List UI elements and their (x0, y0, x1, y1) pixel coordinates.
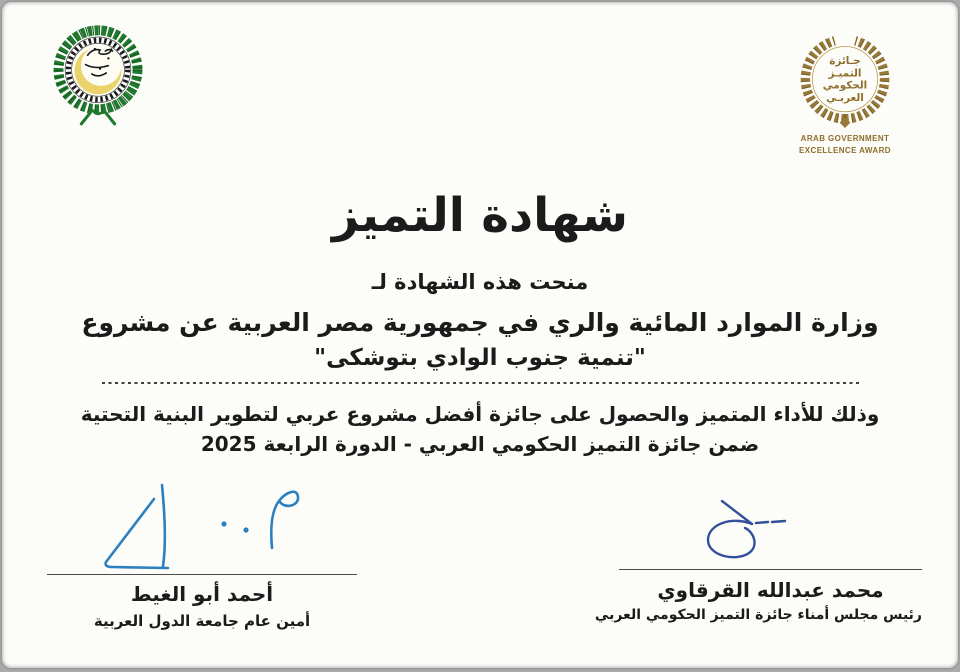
signature-left-ink (82, 476, 312, 576)
dotted-divider (102, 382, 862, 384)
excellence-award-emblem-icon (793, 30, 897, 132)
granted-to-line: منحت هذه الشهادة لـ (371, 270, 589, 294)
award-arabic-line-2: التميـز (828, 67, 862, 80)
award-arabic-line-1: جـائزة (829, 54, 861, 67)
signature-line-right (619, 569, 922, 570)
signature-line-left (47, 574, 357, 575)
reason-line-1: وذلك للأداء المتميز والحصول على جائزة أفضل مشروع عربي لتطوير البنية التحتية (80, 402, 880, 426)
certificate-title: شهادة التميز (332, 188, 628, 243)
project-name-line: "تنمية جنوب الوادي بتوشكى" (314, 345, 646, 371)
reason-line-2: ضمن جائزة التميز الحكومي العربي - الدورة الرابعة 2025 (200, 432, 760, 456)
signature-right-ink (690, 490, 815, 570)
award-english-line-2: EXCELLENCE AWARD (799, 146, 891, 155)
award-arabic-line-3: الحكومي (822, 79, 868, 92)
signatory-right-name: محمد عبدالله القرقاوي (657, 578, 884, 602)
certificate-page (2, 2, 958, 668)
signatory-left-name: أحمد أبو الغيط (130, 582, 274, 606)
arab-league-emblem-icon (46, 22, 150, 128)
award-english-line-1: ARAB GOVERNMENT (800, 134, 890, 143)
award-english-caption (785, 133, 905, 157)
signatory-left-title: أمين عام جامعة الدول العربية (93, 612, 311, 630)
award-arabic-line-4: العربـي (826, 91, 864, 104)
recipient-line: وزارة الموارد المائية والري في جمهورية مصر العربية عن مشروع (81, 308, 879, 337)
signatory-right-title: رئيس مجلس أمناء جائزة التميز الحكومي العربي (594, 607, 922, 623)
